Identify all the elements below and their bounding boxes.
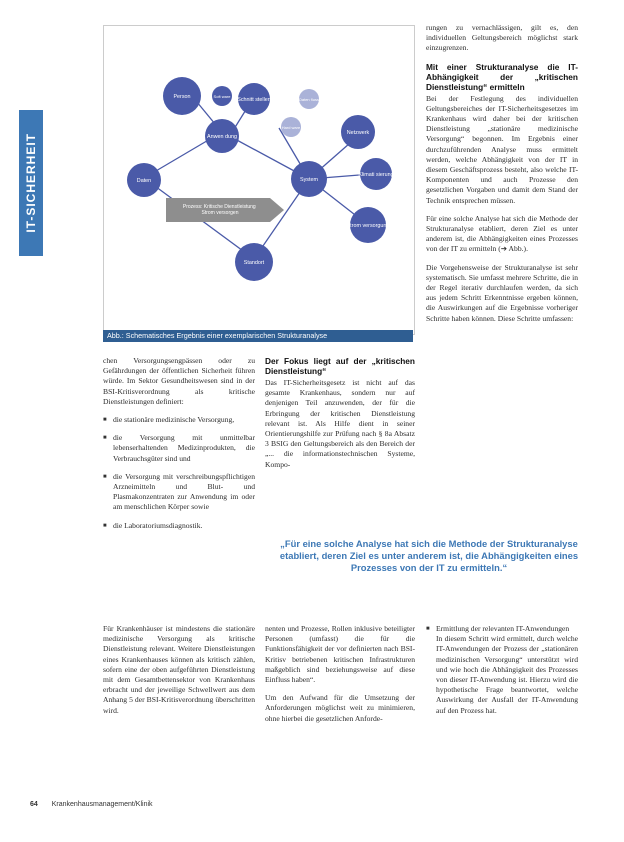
process-arrow (166, 198, 284, 222)
node-location (235, 243, 273, 281)
list-item (426, 624, 578, 716)
middle-column-bottom (265, 624, 415, 732)
list-item: ■ die Versorgung mit unmittelbar lebenserhaltenden Medizinprodukten, die Verbrauchsgüter sind und (103, 433, 255, 464)
node-label: Netzwerk (346, 130, 370, 136)
node-interfaces (237, 83, 271, 115)
paragraph: Bei der Festlegung des individuellen Geltungsbereiches der IT-Sicherheitsgesetzes im Krankenhaus wird daher bei der kritischen Dienstleistung „stationäre medizinische Versorgung“ begonnen. Im Ergebnis einer durchzuführenden Analyse muss ermittelt werden, welche Abhängigkeit von der IT in diesem Geschäftsprozess besteht, also welche IT-Komponenten und auch Prozesse den gesetzlichen Vorgaben und damit dem Stand der Technik entsprechen müssen. (426, 93, 578, 205)
node-label: System (300, 177, 318, 183)
left-column (103, 356, 255, 539)
node-power (347, 207, 390, 243)
structure-diagram (104, 26, 414, 334)
list-item: ■ die Laboratoriumsdiagnostik. (103, 521, 255, 531)
node-climate (358, 158, 393, 190)
node-data (127, 163, 161, 197)
paragraph: Um den Aufwand für die Umsetzung der Anforderungen möglichst weit zu minimieren, ohne hierbei die gesetzlichen Anforde- (265, 693, 415, 723)
list-item: ■ die Versorgung mit verschreibungspflichtigen Arzneimitteln und Blut- und Plasmakonzentraten zur Anwendung im oder am menschlichen Körper sowie (103, 472, 255, 513)
step-text: In diesem Schritt wird ermittelt, durch welche IT-Anwendungen der Prozess der „stationären medizinischen Versorgung“ unterstützt wird und wie hoch die Abhängigkeit des Prozesses von dieser IT-Anwendung ist. Hierzu wird die hypothetische Frage beantwortet, welche Auswirkung der Ausfall der IT-Anwendung auf den Prozess hat. (436, 634, 578, 715)
paragraph: nenten und Prozesse, Rollen inklusive beteiligter Personen (umfasst) die für die Funktionsfähigkeit der vor definierten nach BSI-Kritisv betriebenen kritischen Infrastrukturen maßgeblich sind beziehungsweise auf diese Einfluss haben“. (265, 624, 415, 685)
step-title: Ermittlung der relevanten IT-Anwendungen (436, 624, 570, 633)
structure-analysis-figure (103, 25, 415, 335)
node-person (163, 77, 201, 115)
node-label: Anwen dung (207, 134, 237, 140)
node-dataflow (299, 89, 319, 109)
pull-quote: „Für eine solche Analyse hat sich die Methode der Strukturanalyse etabliert, deren Ziel es unter anderem ist, die Abhängigkeiten eines Prozesses von der IT zu ermitteln.“ (279, 538, 579, 574)
node-label: Hard ware (281, 125, 301, 130)
paragraph: chen Versorgungsengpässen oder zu Gefährdungen der öffentlichen Sicherheit führen würde. Im Sektor Gesundheitswesen sind in der BSI-Kritisverordnung als kritische Dienstleistungen definiert: (103, 356, 255, 406)
page-number: 64 (30, 801, 38, 808)
node-label: Schnitt stellen (237, 97, 271, 103)
paragraph: Für Krankenhäuser ist mindestens die stationäre medizinische Versorgung als kritische Dienstleistung relevant. Weitere Dienstleistungen eines Krankenhauses können als kritisch zählen, sofern eine der oben aufgeführten Dienstleistung mit dem Gesamtbettensektor von Krankenhaus erbracht und der jeweilige Schwellwert aus dem Anhang 5 der BSI-Kritisverordnung überschritten wird. (103, 624, 255, 715)
node-label: Strom versorgung (346, 223, 390, 229)
node-software (212, 86, 232, 106)
middle-column (265, 356, 415, 478)
paragraph: Die Vorgehensweise der Strukturanalyse ist sehr systematisch. Sie umfasst mehrere Schritte, die in der Regel iterativ durchlaufen werden, da sich aus jedem Schritt Erkenntnisse ergeben können, die Auswirkungen auf die Ergebnisse vorheriger Schritte haben können. Diese Schritte umfassen: (426, 262, 578, 323)
node-hardware (281, 117, 301, 137)
section-tab-label: IT-SICHERHEIT (24, 133, 38, 233)
page-footer (30, 801, 153, 808)
paragraph: Das IT-Sicherheitsgesetz ist nicht auf das gesamte Krankenhaus, sondern nur auf denjenigen Teil anzuwenden, der für die Erbringung der kritischen Dienstleistung relevant ist. Als Hilfe dient in seiner Orientierungshilfe zur Prüfung nach § 8a Absatz 3 BSIG den Geltungsbereich als den Bereich der „... die informationstechnischen Systeme, Kompo- (265, 378, 415, 469)
process-label: Prozess: Kritische Dienstleistung Strom versorgen (182, 204, 256, 216)
steps-list (426, 624, 578, 716)
heading-focus: Der Fokus liegt auf der „kritischen Dienstleistung“ (265, 356, 415, 376)
list-item: ■ die stationäre medizinische Versorgung, (103, 415, 255, 425)
left-column-bottom (103, 624, 255, 724)
node-label: Person (173, 94, 191, 100)
critical-services-list (103, 415, 255, 531)
section-tab (19, 110, 43, 256)
node-label: Soft ware (213, 94, 231, 99)
right-column-bottom (426, 624, 578, 724)
node-application (205, 119, 239, 153)
node-system (291, 161, 327, 197)
paragraph: Für eine solche Analyse hat sich die Methode der Strukturanalyse etabliert, deren Ziel es unter anderem ist, die Abhängigkeiten eines Prozesses von der IT zu ermitteln (➔ Abb.). (426, 213, 578, 254)
figure-caption: Abb.: Schematisches Ergebnis einer exemplarischen Strukturanalyse (103, 330, 413, 342)
node-network (341, 115, 375, 149)
node-label: Standort (243, 260, 265, 266)
node-label: Klimati sierung (358, 172, 394, 178)
publication-name: Krankenhausmanagement/Klinik (51, 801, 153, 808)
paragraph: rungen zu vernachlässigen, gilt es, den individuellen Geltungsbereich möglichst stark einzugrenzen. (426, 23, 578, 53)
heading-structure-analysis: Mit einer Strukturanalyse die IT-Abhängigkeit der „kritischen Dienstleistung“ ermitteln (426, 61, 578, 92)
node-label: Daten fluss (298, 97, 320, 102)
right-column (426, 23, 578, 332)
diagram-edges (144, 96, 372, 259)
node-label: Daten (136, 178, 152, 184)
